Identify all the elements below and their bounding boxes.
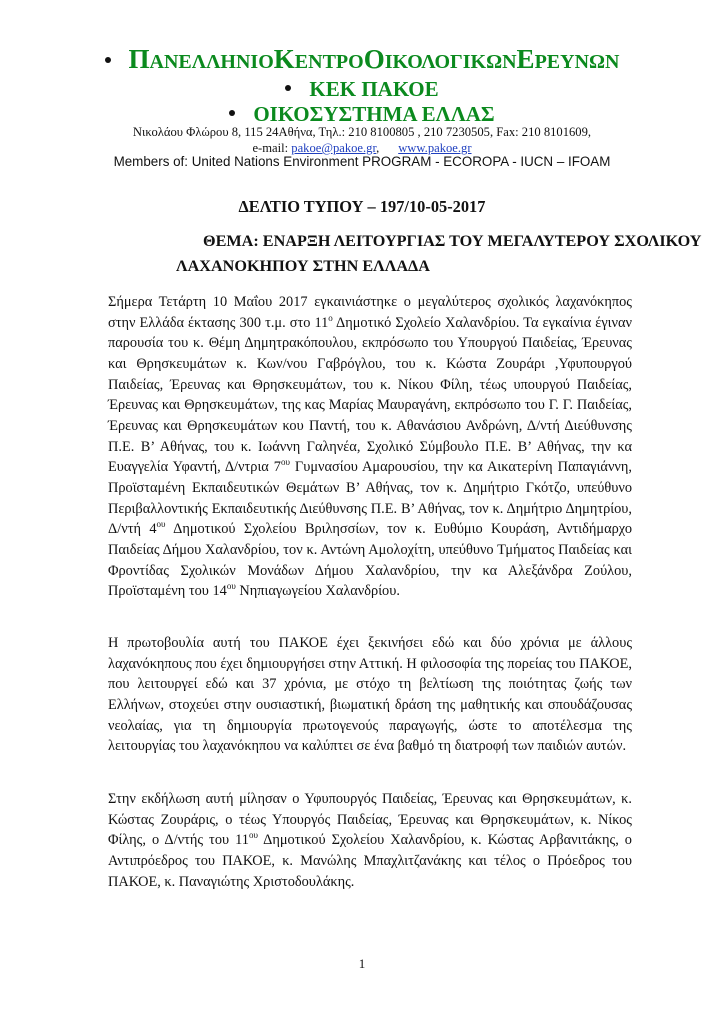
org-name-part-4-rest: ΡΕΥΝΩΝ <box>534 51 620 73</box>
org-subtitle-kek <box>0 77 724 102</box>
bullet-icon <box>229 110 235 116</box>
org-name-part-4-cap: Ε <box>516 44 535 74</box>
email-link[interactable]: pakoe@pakoe.gr <box>291 141 377 155</box>
paragraph-text: Δημοτικό Σχολείο Χαλανδρίου. Τα εγκαίνια έγιναν παρουσία του κ. Θέμη Δημητρακόπουλου, εκπρόσωπο του Υπουργού Παιδείας, Έρευνας και Θρησκευμάτων κ. Κων/νου Γαβρόγλου, του κ. Κώστα Ζουράρι ,Υφυπουργού Παιδείας, Έρευνας και Θρησκευμάτων, του κ. Νίκου Φίλη, τέως υπουργού Παιδείας, Έρευνας και Θρησκευμάτων, της κας Μαρίας Μαυραγάνη, εκπρόσωπο του Γ. Γ. Παιδείας, Έρευνας και Θρησκευμάτων κου Παντή, του κ. Αθανάσιου Ανδρώνη, Δ/ντή Διεύθυνσης Π.Ε. Β’ Αθήνας, του κ. Ιωάννη Γαληνέα, Σχολικό Σύμβουλο Π.Ε. Β’ Αθήνας, την κα Ευαγγελία Υφαντή, Δ/ντρια 7 <box>108 314 632 476</box>
org-subtitle-ecosystem <box>0 102 724 127</box>
ordinal-superscript: ου <box>226 581 236 592</box>
paragraph-speakers <box>108 789 632 892</box>
org-line2-text: ΚΕΚ ΠΑΚΟΕ <box>309 77 439 101</box>
org-name-part-2-cap: Κ <box>273 44 295 74</box>
paragraph-text: Δημοτικού Σχολείου Χαλανδρίου, κ. Κώστας Αρβανιτάκης, ο Αντιπρόεδρος του ΠΑΚΟΕ, κ. Μανώλης Μπαχλιτζανάκης και τέλος ο Πρόεδρος του ΠΑΚΟΕ, κ. Παναγιώτης Χριστοδουλάκης. <box>108 832 632 890</box>
org-name-part-1-cap: Π <box>128 44 150 74</box>
paragraph-text: Στην εκδήλωση αυτή μίλησαν ο Υφυπουργός Παιδείας, Έρευνας και Θρησκευμάτων, κ. Κώστας Ζουράρις, ο τέως Υπουργός Παιδείας, Έρευνας και Θρησκευμάτων, κ. Νίκος Φίλης, ο Δ/ντής του 11 <box>108 791 632 849</box>
ordinal-superscript: ου <box>248 830 258 841</box>
bullet-icon <box>285 85 291 91</box>
press-release-title: ΔΕΛΤΙΟ ΤΥΠΟΥ – 197/10-05-2017 <box>238 197 486 216</box>
contact-line: e-mail: pakoe@pakoe.gr, www.pakoe.gr <box>252 141 472 155</box>
ordinal-superscript: ο <box>328 312 333 323</box>
paragraph-text: Δημοτικού Σχολείου Βριλησσίων, τον κ. Ευθύμιο Κουράση, Αντιδήμαρχο Παιδείας Δήμου Χαλανδρίου, τον κ. Αντώνη Αμολοχίτη, υπεύθυνο Τμήματος Παιδείας και Φροντίδας Σχολικών Μονάδων Δήμου Χαλανδρίου, την κα Αλεξάνδρα Ζούλου, Προϊσταμένη του 14 <box>108 521 633 600</box>
ordinal-superscript: ου <box>280 457 290 468</box>
org-name-part-1-rest: ΑΝΕΛΛΗΝΙΟ <box>149 51 274 73</box>
memberships-line: Members of: United Nations Environment PROGRAM - ECOROPA - IUCN – IFOAM <box>113 154 611 169</box>
org-line3-text: ΟΙΚΟΣΥΣΤΗΜΑ ΕΛΛΑΣ <box>253 102 495 126</box>
paragraph-inauguration <box>108 292 632 602</box>
subject-line-2: ΛΑΧΑΝΟΚΗΠΟΥ ΣΤΗΝ ΕΛΛΑΔΑ <box>176 257 430 275</box>
org-name-part-2-rest: ΕΝΤΡΟ <box>294 51 364 73</box>
ordinal-superscript: ου <box>156 519 166 530</box>
paragraph-text: Σήμερα Τετάρτη 10 Μαΐου 2017 εγκαινιάστηκε ο μεγαλύτερος σχολικός λαχανόκηπος στην Ελλάδα έκτασης 300 τ.μ. στο 11 <box>108 294 632 331</box>
subject-line-1: ΘΕΜΑ: ΕΝΑΡΞΗ ΛΕΙΤΟΥΡΓΙΑΣ ΤΟΥ ΜΕΓΑΛΥΤΕΡΟΥ ΣΧΟΛΙΚΟΥ <box>203 232 702 250</box>
email-label: e-mail: <box>252 141 289 155</box>
paragraph-initiative: Η πρωτοβουλία αυτή του ΠΑΚΟΕ έχει ξεκινήσει εδώ και δύο χρόνια με άλλους λαχανόκηπους που έχει δημιουργήσει στην Αττική. Η φιλοσοφία της πορείας του ΠΑΚΟΕ, που λειτουργεί εδώ και 37 χρόνια, με στόχο τη βελτίωση της ποιότητας ζωής των Ελλήνων, στοχεύει στην ουσιαστική, βιωματική δράση της μαθητικής και σπουδάζουσας νεολαίας, για τη δημιουργία πρωτογενούς παραγωγής, ώστε το αποτέλεσμα της λειτουργίας του λαχανόκηπου να καλύπτει σε ένα βαθμό τη διατροφή των παιδιών αυτών. <box>108 635 632 755</box>
bullet-icon <box>105 57 111 63</box>
org-name-part-3-rest: ΙΚΟΛΟΓΙΚΩΝ <box>384 51 517 73</box>
paragraph-text: Γυμνασίου Αμαρουσίου, την κα Αικατερίνη Παπαγιάννη, Προϊσταμένη Εκπαιδευτικών Θεμάτων Β’ Αθήνας, τον κ. Δημήτριο Γκότζο, υπεύθυνο Περιβαλλοντικής Εκπαιδευτικής Διεύθυνσης Π.Ε. Β’ Αθήνας, τον κ. Δημήτριο Δημητρίου, Δ/ντή 4 <box>108 459 632 538</box>
address-line: Νικολάου Φλώρου 8, 115 24Αθήνα, Τηλ.: 210 8100805 , 210 7230505, Fax: 210 8101609, <box>132 125 592 139</box>
paragraph-text: Νηπιαγωγείου Χαλανδρίου. <box>235 583 400 600</box>
org-name-part-3-cap: Ο <box>363 44 385 74</box>
organization-name <box>0 44 724 75</box>
website-link[interactable]: www.pakoe.gr <box>398 141 472 155</box>
page-number: 1 <box>358 956 366 971</box>
